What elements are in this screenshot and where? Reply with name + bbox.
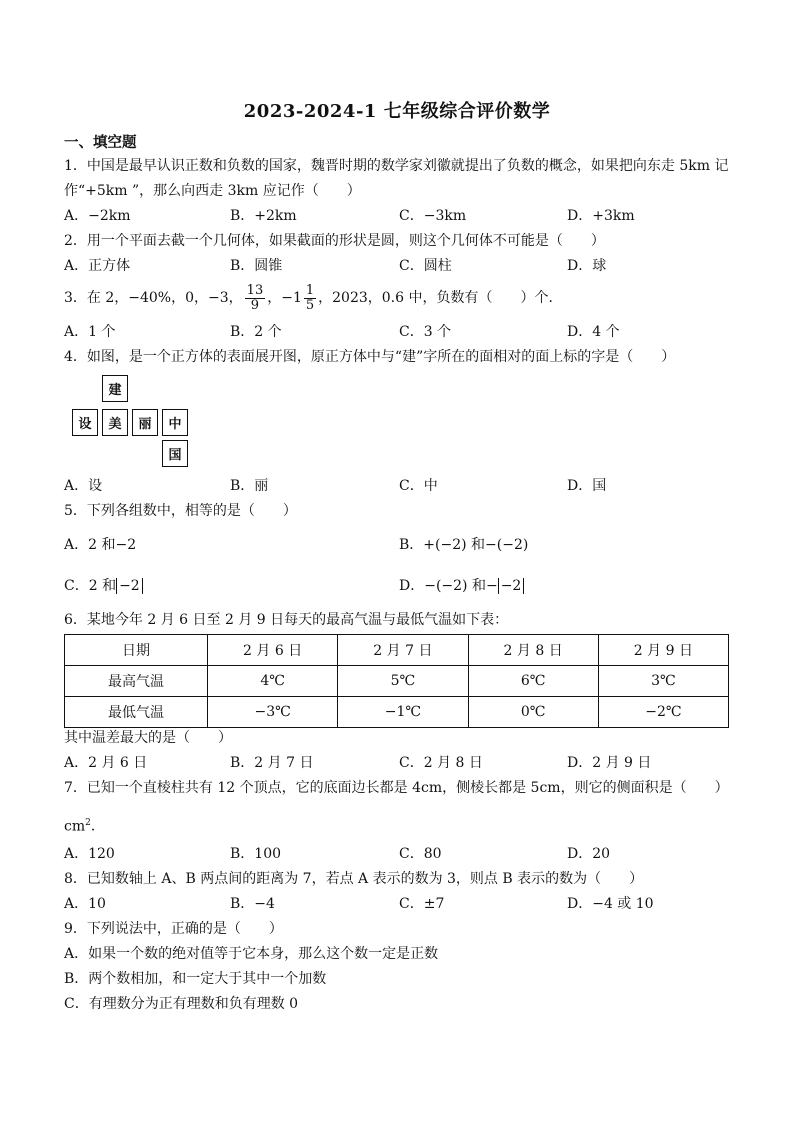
q9-option-c[interactable]: C．有理数分为正有理数和负有理数 0 [64,996,299,1012]
q2-option-d[interactable]: D．球 [567,258,607,274]
q6-option-d[interactable]: D．2 月 9 日 [567,755,652,771]
q6-option-c[interactable]: C．2 月 8 日 [399,755,483,771]
table-cell: 6℃ [468,666,598,697]
q4-option-c[interactable]: C．中 [399,478,438,494]
q7-unit: cm [64,818,86,835]
q3-fraction-1 [245,284,266,313]
q5-option-c-abs: −2 [116,578,143,594]
q4-option-d[interactable]: D．国 [567,478,607,494]
table-header-cell: 日期 [65,635,208,666]
q7-option-d[interactable]: D．20 [567,846,611,862]
table-cell: 0℃ [468,697,598,728]
q4-option-b[interactable]: B．丽 [230,478,269,494]
q6-option-b[interactable]: B．2 月 7 日 [230,755,314,771]
table-cell: −1℃ [338,697,468,728]
table-cell: −3℃ [208,697,338,728]
q3-fraction-1-denominator: 9 [250,297,260,313]
q3-option-c[interactable]: C．3 个 [399,324,452,340]
q2-text: 2．用一个平面去截一个几何体，如果截面的形状是圆，则这个几何体不可能是（ ） [64,233,605,249]
table-cell: 最低气温 [65,697,208,728]
q4-option-a[interactable]: A．设 [64,478,103,494]
q6-option-a[interactable]: A．2 月 6 日 [64,755,148,771]
q8-option-a[interactable]: A．10 [64,896,106,912]
table-row-low [65,697,729,728]
q3-option-d[interactable]: D．4 个 [567,324,620,340]
q3-suffix: ，2023，0.6 中，负数有（ ）个． [318,290,563,306]
q6-options [64,753,744,773]
net-cell-she: 设 [72,409,98,436]
q8-text: 8．已知数轴上 A、B 两点间的距离为 7，若点 A 表示的数为 3，则点 B 表示的数为（ ） [64,871,644,887]
q1-option-b[interactable]: B．+2km [230,208,297,224]
q1-text-line2: 作“+5km ”，那么向西走 3km 应记作（ ） [64,183,361,199]
table-header-cell: 2 月 9 日 [598,635,728,666]
q7-option-a[interactable]: A．120 [64,846,115,862]
q9-option-a[interactable]: A．如果一个数的绝对值等于它本身，那么这个数一定是正数 [64,946,439,962]
q7-option-c[interactable]: C．80 [399,846,442,862]
table-header-cell: 2 月 8 日 [468,635,598,666]
net-cell-guo: 国 [162,440,188,467]
q1-option-a[interactable]: A．−2km [64,208,131,224]
q5-options-row1 [64,535,744,555]
q7-unit-line [64,813,105,837]
cube-net-figure [72,375,192,471]
q5-option-d-abs: −2 [498,578,525,594]
q4-options [64,476,744,496]
q3-text [64,283,562,313]
table-row-high [65,666,729,697]
q2-option-b[interactable]: B．圆锥 [230,258,283,274]
q5-options-row2 [64,576,744,596]
q3-prefix: 3．在 2，−40%，0，−3， [64,290,243,306]
q3-fraction-1-numerator: 13 [246,282,264,298]
q5-option-b[interactable]: B．+(−2) 和−(−2) [399,537,529,553]
q2-option-a[interactable]: A．正方体 [64,258,131,274]
q3-mid: ，−1 [267,290,302,306]
q3-option-a[interactable]: A．1 个 [64,324,116,340]
q1-option-c[interactable]: C．−3km [399,208,467,224]
page-title: 2023-2024-1 七年级综合评价数学 [243,101,551,122]
temperature-table [64,634,729,728]
q3-option-b[interactable]: B．2 个 [230,324,282,340]
table-cell: 3℃ [598,666,728,697]
q3-fraction-2-numerator: 1 [305,282,315,298]
q7-unit-end: ． [90,818,105,835]
q9-text: 9．下列说法中，正确的是（ ） [64,921,283,937]
table-cell: 4℃ [208,666,338,697]
q7-text: 7．已知一个直棱柱共有 12 个顶点，它的底面边长都是 4cm，侧棱长都是 5cm，则它的侧面积是（ ） [64,780,729,796]
q6-question: 其中温差最大的是（ ） [64,730,232,746]
q9-option-b[interactable]: B．两个数相加，和一定大于其中一个加数 [64,971,327,987]
table-cell: −2℃ [598,697,728,728]
q5-option-c-text: C．2 和 [64,578,117,594]
q5-option-a[interactable]: A．2 和−2 [64,537,137,553]
table-cell: 最高气温 [65,666,208,697]
q8-option-d[interactable]: D．−4 或 10 [567,896,654,912]
q8-option-c[interactable]: C．±7 [399,896,445,912]
q1-text-line1: 1．中国是最早认识正数和负数的国家，魏晋时期的数学家刘徽就提出了负数的概念，如果把向东走 5km 记 [64,158,729,174]
net-cell-li: 丽 [132,409,158,436]
q6-text: 6．某地今年 2 月 6 日至 2 月 9 日每天的最高气温与最低气温如下表： [64,612,509,628]
table-header-row [65,635,729,666]
q8-option-b[interactable]: B．−4 [230,896,275,912]
net-cell-mei: 美 [102,409,128,436]
q1-options [64,206,744,226]
q3-fraction-2-denominator: 5 [305,297,315,313]
q2-options [64,256,744,276]
q5-option-c[interactable] [64,576,143,596]
net-cell-zhong: 中 [162,409,188,436]
section-heading: 一、填空题 [64,134,137,151]
net-cell-jian: 建 [102,375,128,402]
q5-text: 5．下列各组数中，相等的是（ ） [64,503,297,519]
q4-text: 4．如图，是一个正方体的表面展开图，原正方体中与“建”字所在的面相对的面上标的字是（ ） [64,349,676,365]
table-header-cell: 2 月 7 日 [338,635,468,666]
q5-option-d[interactable] [399,576,524,596]
q3-fraction-2 [304,284,316,313]
q2-option-c[interactable]: C．圆柱 [399,258,452,274]
table-header-cell: 2 月 6 日 [208,635,338,666]
q7-options [64,844,744,864]
q7-option-b[interactable]: B．100 [230,846,282,862]
q8-options [64,894,744,914]
q1-option-d[interactable]: D．+3km [567,208,635,224]
table-cell: 5℃ [338,666,468,697]
q7-unit-exponent: 2 [85,818,91,828]
q3-options [64,322,744,342]
q5-option-d-text: D．−(−2) 和− [399,578,498,594]
